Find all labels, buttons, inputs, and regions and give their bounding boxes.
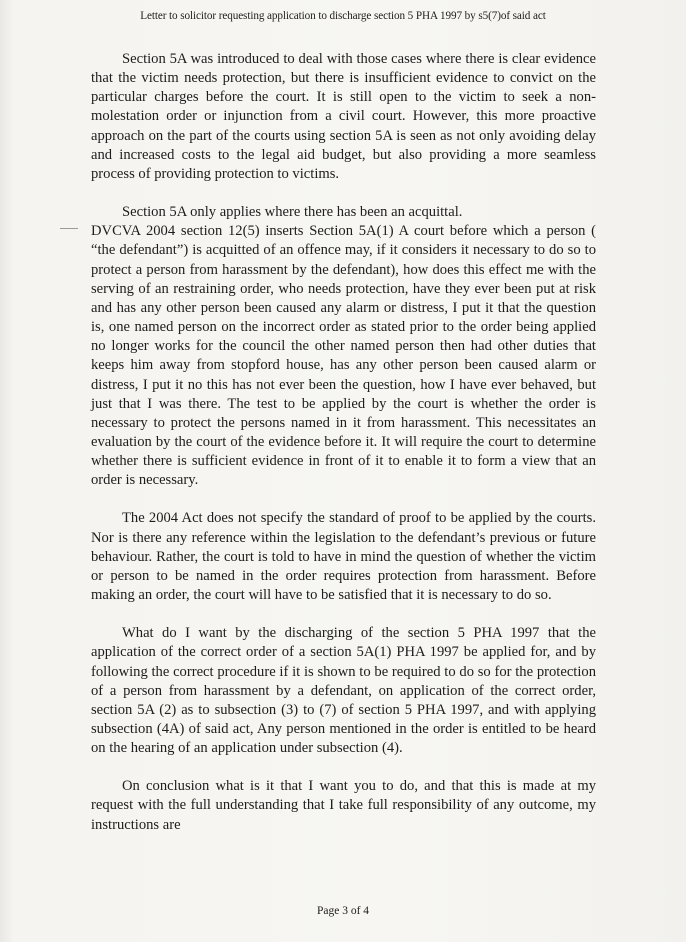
document-header: Letter to solicitor requesting application to discharge section 5 PHA 1997 by s5(7)of said act [140, 10, 546, 22]
page-number: Page 3 of 4 [316, 905, 370, 917]
paragraph-conclusion: On conclusion what is it that I want you to do, and that this is made at my request with the full understanding that I take full responsibility of any outcome, my instructions are [91, 778, 596, 833]
paragraph-what-do-i-want: What do I want by the discharging of the section 5 PHA 1997 that the application of the correct order of a section 5A(1) PHA 1997 be applied for, and by following the correct procedure if it is shown to be required to do so for the protection of a person from harassment by a defendant, on application of the correct order, section 5A (2) as to subsection (3) to (7) of section 5 PHA 1997, and with applying subsection (4A) of said act, Any person mentioned in the order is entitled to be heard on the hearing of an application under subsection (4). [91, 625, 596, 757]
letter-body [91, 50, 596, 854]
paragraph-section-5a-intro: Section 5A was introduced to deal with those cases where there is clear evidence that the victim needs protection, but there is insufficient evidence to convict on the particular charges before the court. It is still open to the victim to seek a non-molestation order or injunction from a civil court. However, this more proactive approach on the part of the courts using section 5A is seen as not only avoiding delay and increased costs to the legal aid budget, but also providing a more seamless process of providing protection to victims. [91, 51, 596, 182]
paragraph-acquittal: Section 5A only applies where there has been an acquittal. [122, 204, 463, 221]
margin-pen-mark [60, 228, 78, 229]
paragraph-standard-of-proof: The 2004 Act does not specify the standard of proof to be applied by the courts. Nor is there any reference within the legislation to the defendant’s previous or future behaviour. Rather, the court is told to have in mind the question of whether the victim or person to be named in the order requires protection from harassment. Before making an order, the court will have to be satisfied that it is necessary to do so. [91, 510, 596, 604]
paragraph-dvcva-2004: DVCVA 2004 section 12(5) inserts Section 5A(1) A court before which a person ( “the defendant”) is acquitted of an offence may, if it considers it necessary to do so to protect a person from harassment by the defendant), how does this effect me with the serving of an restraining order, who needs protection, have they ever been put at risk and has any other person been caused any alarm or distress, I put it that the question is, one named person on the incorrect order as stated prior to the order being applied no longer works for the council the other named person then had other duties that keeps him away from stopford house, has any other person been caused alarm or distress, I put it no this has not ever been the question, how I have ever behaved, but just that I was there. The test to be applied by the court is whether the order is necessary to protect the persons named in it from harassment. This necessitates an evaluation by the court of the evidence before it. It will require the court to determine whether there is sufficient evidence in front of it to enable it to form a view that an order is necessary. [91, 223, 596, 489]
